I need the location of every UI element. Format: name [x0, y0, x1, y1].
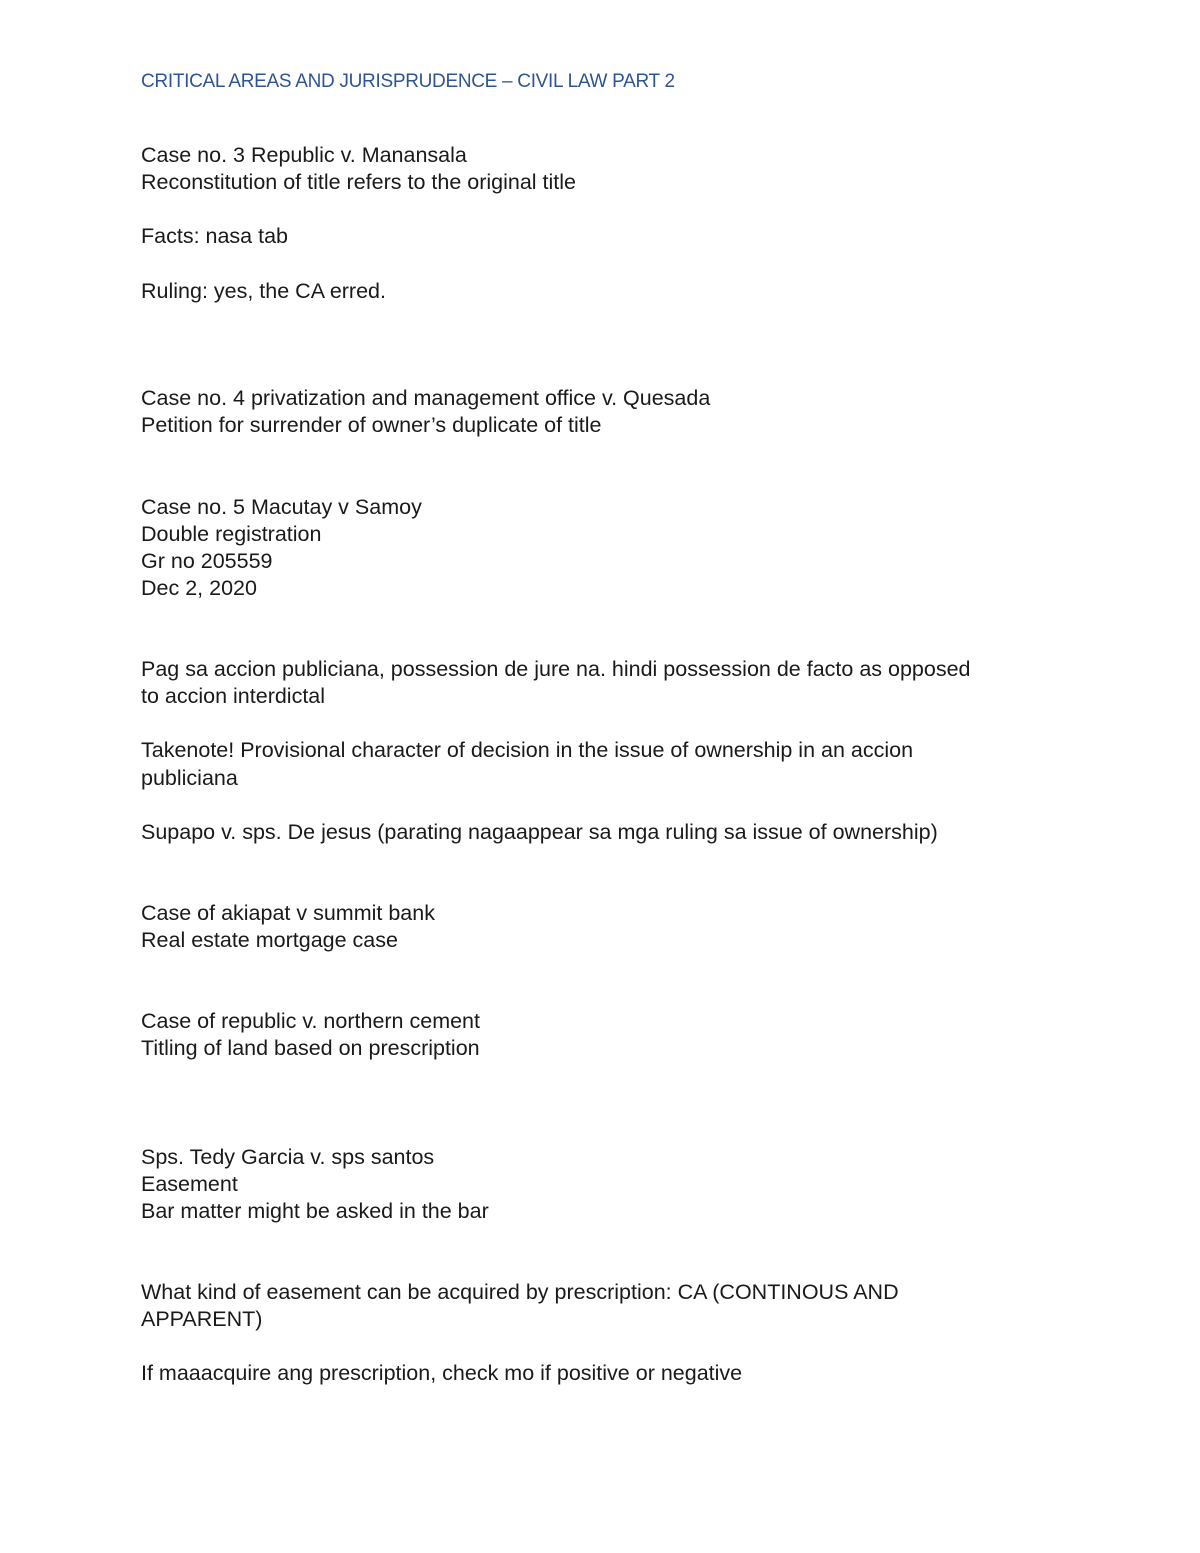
text-line: Dec 2, 2020: [141, 576, 257, 600]
text-line: Takenote! Provisional character of decision in the issue of ownership in an accion: [141, 738, 914, 762]
text-line: Case no. 5 Macutay v Samoy: [141, 495, 422, 519]
text-line: Sps. Tedy Garcia v. sps santos: [141, 1145, 435, 1169]
text-line: If maaacquire ang prescription, check mo if positive or negative: [141, 1361, 743, 1385]
text-line: What kind of easement can be acquired by prescription: CA (CONTINOUS AND: [141, 1280, 899, 1304]
text-line: Reconstitution of title refers to the original title: [141, 170, 576, 194]
text-line: Case of akiapat v summit bank: [141, 901, 435, 925]
document-title: CRITICAL AREAS AND JURISPRUDENCE – CIVIL LAW PART 2: [141, 71, 675, 92]
text-line: Case of republic v. northern cement: [141, 1009, 480, 1033]
text-line: Petition for surrender of owner’s duplicate of title: [141, 413, 602, 437]
text-line: Facts: nasa tab: [141, 224, 288, 248]
text-line: Bar matter might be asked in the bar: [141, 1199, 489, 1223]
text-line: Titling of land based on prescription: [141, 1036, 480, 1060]
text-line: Ruling: yes, the CA erred.: [141, 279, 386, 303]
text-line: Supapo v. sps. De jesus (parating nagaappear sa mga ruling sa issue of ownership): [141, 820, 938, 844]
text-line: Case no. 4 privatization and management office v. Quesada: [141, 386, 711, 410]
text-line: Double registration: [141, 522, 322, 546]
text-line: APPARENT): [141, 1307, 263, 1331]
text-line: Gr no 205559: [141, 549, 273, 573]
text-line: Easement: [141, 1172, 238, 1196]
text-line: to accion interdictal: [141, 684, 326, 708]
text-line: Pag sa accion publiciana, possession de jure na. hindi possession de facto as opposed: [141, 657, 971, 681]
text-line: Real estate mortgage case: [141, 928, 398, 952]
text-line: publiciana: [141, 766, 238, 790]
text-line: Case no. 3 Republic v. Manansala: [141, 143, 467, 167]
